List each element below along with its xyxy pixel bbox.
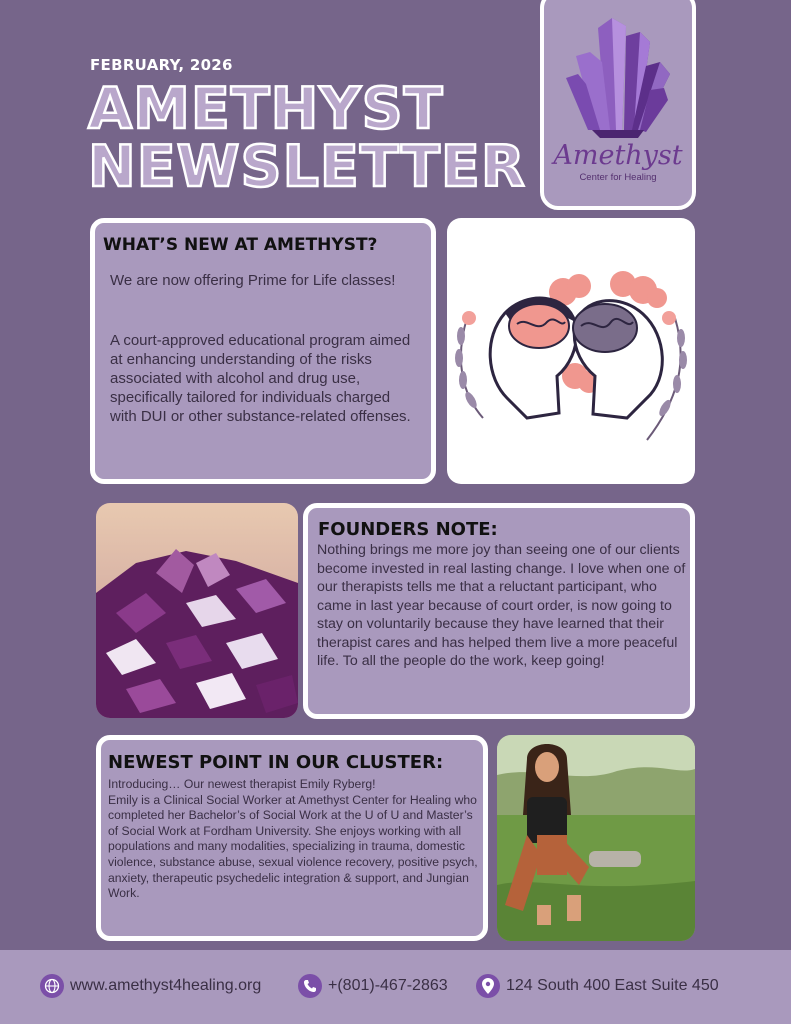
address-text[interactable]: 124 South 400 East Suite 450 (506, 977, 719, 994)
whats-new-paragraph-1: We are now offering Prime for Life classes! (110, 272, 396, 289)
newest-point-heading: NEWEST POINT IN OUR CLUSTER: (108, 752, 444, 773)
newsletter-date: FEBRUARY, 2026 (90, 56, 233, 74)
title-line-1: AMETHYST (88, 76, 444, 142)
newest-point-body (108, 777, 483, 902)
logo-name: Amethyst (553, 140, 683, 171)
phone-icon (298, 974, 322, 998)
amethyst-crystal-photo (96, 503, 298, 718)
newest-point-card (96, 735, 488, 941)
whats-new-heading: WHAT’S NEW AT AMETHYST? (103, 235, 378, 255)
two-faces-brains-illustration (447, 218, 695, 484)
crystal-cluster-image (96, 503, 298, 718)
phone-number[interactable]: +(801)-467-2863 (328, 977, 448, 994)
title-line-2: NEWSLETTER (88, 134, 526, 200)
founders-note-heading: FOUNDERS NOTE: (318, 519, 498, 540)
website-link[interactable]: www.amethyst4healing.org (70, 977, 262, 994)
whats-new-card (90, 218, 436, 484)
amethyst-crystal-logo (562, 18, 674, 140)
location-pin-icon (476, 974, 500, 998)
footer-contact-bar (0, 950, 791, 1024)
therapist-photo-image (497, 735, 695, 941)
logo-tagline: Center for Healing (579, 172, 657, 183)
whats-new-paragraph-2: A court-approved educational program aimed at enhancing understanding of the risks associated with alcohol and drug use, specifically tailored for individuals charged with DUI or other substance-related offenses. (110, 332, 411, 425)
footer-website[interactable] (40, 972, 261, 1000)
founders-note-card (303, 503, 695, 719)
newest-point-intro: Introducing… Our newest therapist Emily Ryberg! (108, 777, 376, 791)
footer-phone[interactable] (298, 972, 448, 1000)
mental-health-illustration (447, 218, 695, 484)
logo-card (540, 0, 696, 210)
founders-note-body: Nothing brings me more joy than seeing one of our clients become invested in real lasting change. I love when one of our therapists tells me that a reluctant participant, who came in last year because of court order, is now going to stay on voluntarily because they have learned that their therapist cares and has helped them live a more peaceful life. To all the people do the work, keep going! (317, 542, 686, 669)
newsletter-title (88, 76, 526, 200)
therapist-photo (497, 735, 695, 941)
footer-address[interactable] (476, 972, 719, 1000)
globe-icon (40, 974, 64, 998)
newest-point-bio: Emily is a Clinical Social Worker at Amethyst Center for Healing who completed her Bachelor’s of Social Work at the U of U and Master’s of Social Work at Fordham University. She enjoys working with all populations and many modalities, specializing in trauma, domestic violence, substance abuse, sexual violence recovery, positive psych, anxiety, therapeutic psychedelic integration & support, and Jungian Work. (108, 792, 478, 901)
